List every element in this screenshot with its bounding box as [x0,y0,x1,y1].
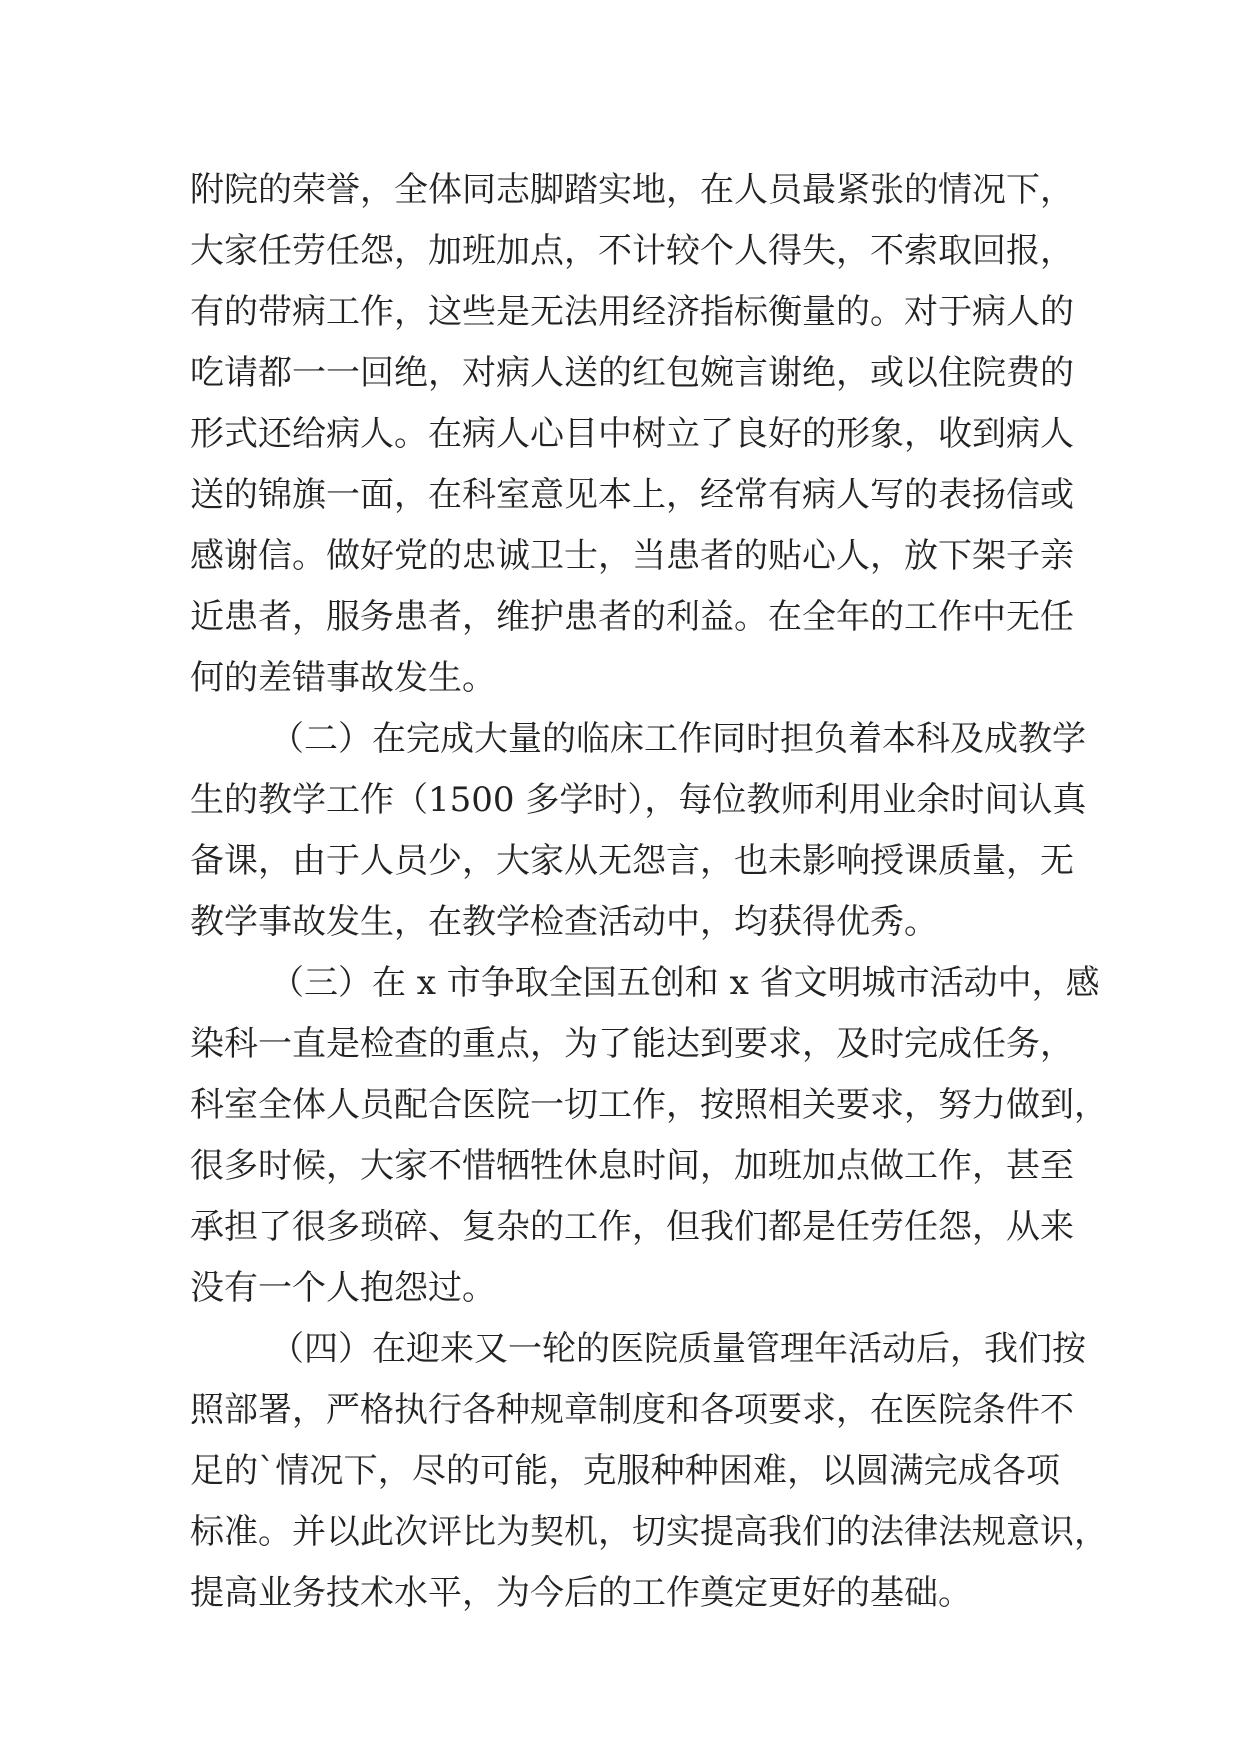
text-line: 有的带病工作，这些是无法用经济指标衡量的。对于病人的 [190,292,1074,332]
text-line: 附院的荣誉，全体同志脚踏实地，在人员最紧张的情况下， [190,170,1074,210]
text-line: 近患者，服务患者，维护患者的利益。在全年的工作中无任 [190,597,1074,637]
text-line: （三）在 x 市争取全国五创和 x 省文明城市活动中，感 [270,963,1100,1003]
text-line: 科室全体人员配合医院一切工作，按照相关要求，努力做到， [190,1085,1108,1125]
text-line: 照部署，严格执行各种规章制度和各项要求，在医院条件不 [190,1390,1074,1430]
text-line: 何的差错事故发生。 [190,658,496,698]
body-text [190,160,1108,1624]
text-line: 吃请都一一回绝，对病人送的红包婉言谢绝，或以住院费的 [190,353,1074,393]
text-line: 送的锦旗一面，在科室意见本上，经常有病人写的表扬信或 [190,475,1074,515]
text-line: 标准。并以此次评比为契机，切实提高我们的法律法规意识， [190,1512,1108,1552]
text-line: 提高业务技术水平，为今后的工作奠定更好的基础。 [190,1573,972,1613]
text-line: 备课，由于人员少，大家从无怨言，也未影响授课质量，无 [190,841,1074,881]
text-line: 很多时候，大家不惜牺牲休息时间，加班加点做工作，甚至 [190,1146,1074,1186]
text-line: 形式还给病人。在病人心目中树立了良好的形象，收到病人 [190,414,1074,454]
text-line: 教学事故发生，在教学检查活动中，均获得优秀。 [190,902,938,942]
text-line: 大家任劳任怨，加班加点，不计较个人得失，不索取回报， [190,231,1074,271]
text-line: 足的`情况下，尽的可能，克服种种困难，以圆满完成各项 [190,1451,1060,1491]
text-line: （四）在迎来又一轮的医院质量管理年活动后，我们按 [270,1329,1086,1369]
text-line: 没有一个人抱怨过。 [190,1268,496,1308]
text-line: 染科一直是检查的重点，为了能达到要求，及时完成任务， [190,1024,1074,1064]
text-line: 承担了很多琐碎、复杂的工作，但我们都是任劳任怨，从来 [190,1207,1074,1247]
text-line: 感谢信。做好党的忠诚卫士，当患者的贴心人，放下架子亲 [190,536,1074,576]
text-line: 生的教学工作（1500 多学时），每位教师利用业余时间认真 [190,780,1087,820]
text-line: （二）在完成大量的临床工作同时担负着本科及成教学 [270,719,1086,759]
